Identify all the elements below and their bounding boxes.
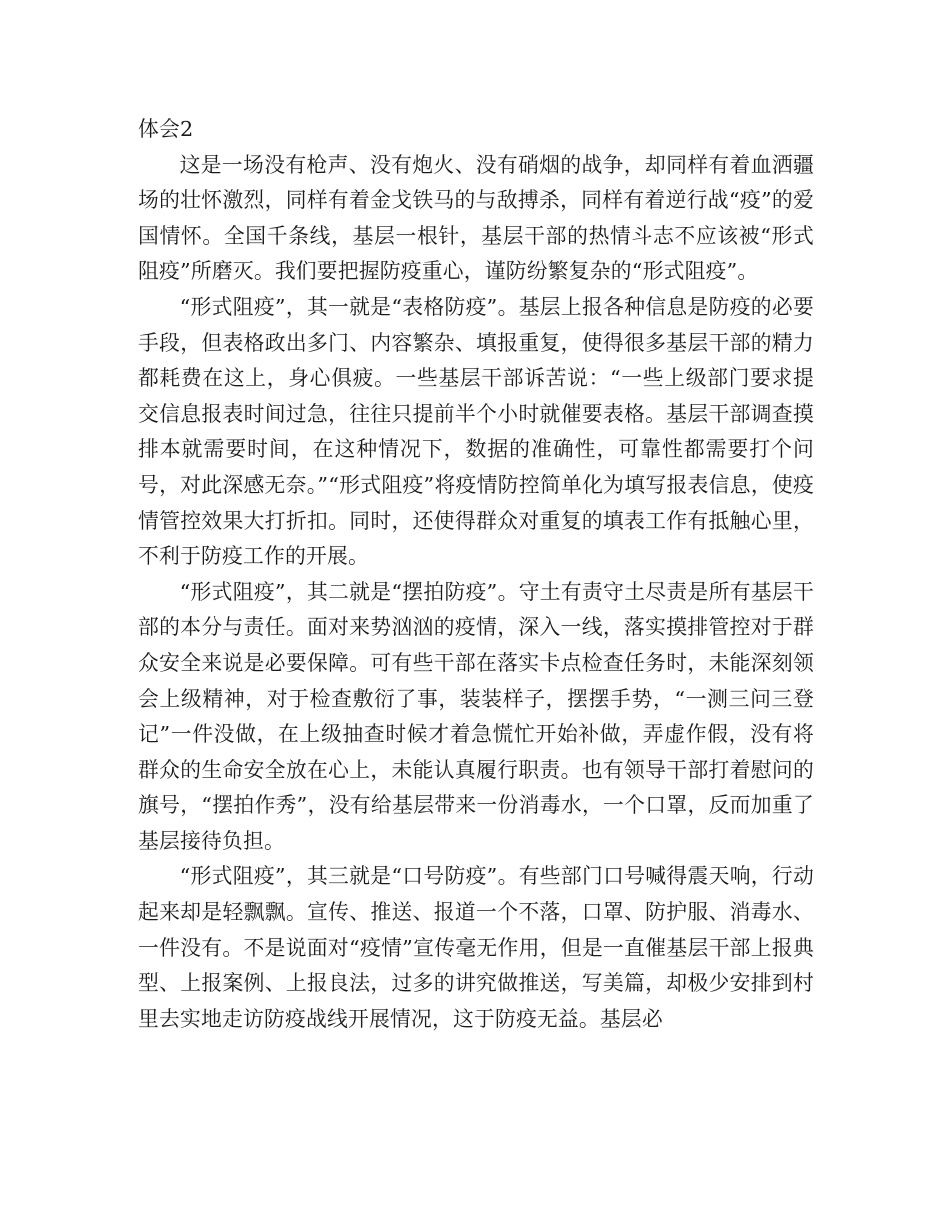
paragraph-form-table: “形式阻疫”，其一就是“表格防疫”。基层上报各种信息是防疫的必要手段，但表格政出多门、内容繁杂、填报重复，使得很多基层干部的精力都耗费在这上，身心俱疲。一些基层干部诉苦说：“一些上级部门要求提交信息报表时间过急，往往只提前半个小时就催要表格。基层干部调查摸排本就需要时间，在这种情况下，数据的准确性，可靠性都需要打个问号，对此深感无奈。”“形式阻疫”将疫情防控简单化为填写报表信息，使疫情管控效果大打折扣。同时，还使得群众对重复的填表工作有抵触心里，不利于防疫工作的开展。 — [138, 294, 814, 569]
paragraph-intro: 这是一场没有枪声、没有炮火、没有硝烟的战争，却同样有着血洒疆场的壮怀激烈，同样有着金戈铁马的与敌搏杀，同样有着逆行战“疫”的爱国情怀。全国千条线，基层一根针，基层干部的热情斗志不应该被“形式阻疫”所磨灭。我们要把握防疫重心，谨防纷繁复杂的“形式阻疫”。 — [138, 152, 814, 284]
document-heading: 体会2 — [138, 117, 194, 141]
paragraph-form-slogan: “形式阻疫”，其三就是“口号防疫”。有些部门口号喊得震天响，行动起来却是轻飘飘。宣传、推送、报道一个不落，口罩、防护服、消毒水、一件没有。不是说面对“疫情”宣传毫无作用，但是一直催基层干部上报典型、上报案例、上报良法，过多的讲究做推送，写美篇，却极少安排到村里去实地走访防疫战线开展情况，这于防疫无益。基层必 — [138, 864, 814, 1031]
document-page — [138, 112, 814, 1037]
paragraph-form-photo: “形式阻疫”，其二就是“摆拍防疫”。守土有责守土尽责是所有基层干部的本分与责任。面对来势汹汹的疫情，深入一线，落实摸排管控对于群众安全来说是必要保障。可有些干部在落实卡点检查任务时，未能深刻领会上级精神，对于检查敷衍了事，装装样子，摆摆手势，“一测三问三登记”一件没做，在上级抽查时候才着急慌忙开始补做，弄虚作假，没有将群众的生命安全放在心上，未能认真履行职责。也有领导干部打着慰问的旗号，“摆拍作秀”，没有给基层带来一份消毒水，一个口罩，反而加重了基层接待负担。 — [138, 579, 814, 853]
